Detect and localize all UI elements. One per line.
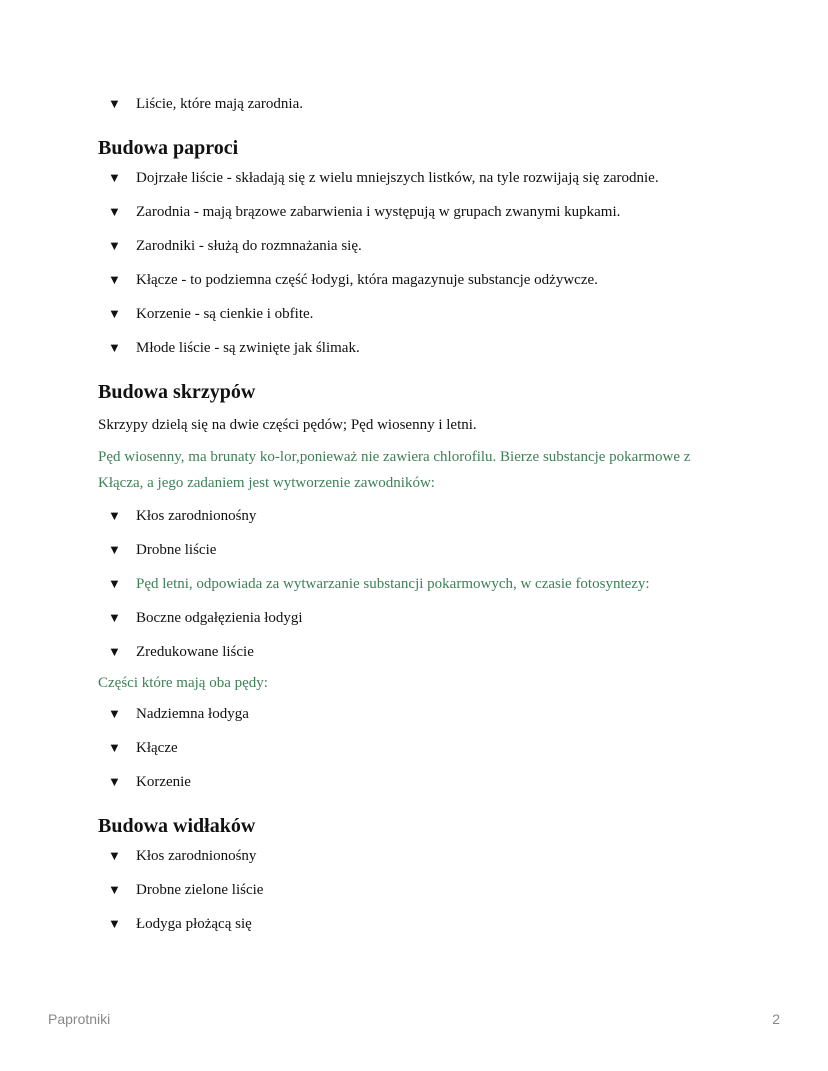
triangle-down-icon[interactable]: ▼ [108,706,121,721]
list-item[interactable] [108,94,738,114]
list-item[interactable] [108,168,738,188]
triangle-down-icon[interactable]: ▼ [108,306,121,321]
list-item-text: Zredukowane liście [136,644,254,660]
list-item[interactable] [108,772,738,792]
list-item[interactable] [108,338,738,358]
triangle-down-icon[interactable]: ▼ [108,238,121,253]
list-item-text: Kłącze [136,740,178,756]
list-item[interactable] [108,236,738,256]
list-item-text: Liście, które mają zarodnia. [136,96,304,112]
triangle-down-icon[interactable]: ▼ [108,272,121,287]
document-content [98,94,738,948]
list-item[interactable] [108,914,738,934]
triangle-down-icon[interactable]: ▼ [108,740,121,755]
paragraph-spring-shoot: Pęd wiosenny, ma brunaty ko-lor,ponieważ nie zawiera chlorofilu. Bierze substancje pokarmowe z Kłącza, a jego zadaniem jest wytworzenie zawodników: [98,449,691,491]
list-item-text: Korzenie [136,774,191,790]
footer-page-number: 2 [772,1011,780,1027]
list-item-text: Pęd letni, odpowiada za wytwarzanie substancji pokarmowych, w czasie fotosyntezy: [136,576,650,592]
list-item-text: Łodyga płożącą się [136,916,252,932]
list-item-text: Kłos zarodnionośny [136,508,257,524]
list-item[interactable] [108,738,738,758]
section-heading-skrzypy: Budowa skrzypów [98,381,256,403]
list-item-text: Drobne liście [136,542,217,558]
triangle-down-icon[interactable]: ▼ [108,848,121,863]
triangle-down-icon[interactable]: ▼ [108,340,121,355]
list-item[interactable] [108,202,738,222]
list-item-text: Korzenie - są cienkie i obfite. [136,306,314,322]
paragraph-common-parts: Części które mają oba pędy: [98,675,268,691]
triangle-down-icon[interactable]: ▼ [108,882,121,897]
list-item-text: Zarodniki - służą do rozmnażania się. [136,238,362,254]
triangle-down-icon[interactable]: ▼ [108,508,121,523]
list-item-text: Drobne zielone liście [136,882,264,898]
triangle-down-icon[interactable]: ▼ [108,96,121,111]
section-heading-widlaki: Budowa widłaków [98,815,256,837]
list-item[interactable] [108,540,738,560]
triangle-down-icon[interactable]: ▼ [108,204,121,219]
footer-document-title: Paprotniki [48,1011,111,1027]
triangle-down-icon[interactable]: ▼ [108,644,121,659]
list-item-text: Dojrzałe liście - składają się z wielu mniejszych listków, na tyle rozwijają się zarodnie. [136,170,659,186]
list-item-text: Młode liście - są zwinięte jak ślimak. [136,340,360,356]
list-item[interactable] [108,846,738,866]
list-item[interactable] [108,880,738,900]
list-item[interactable] [108,304,738,324]
triangle-down-icon[interactable]: ▼ [108,916,121,931]
list-item[interactable] [108,642,738,662]
list-item-text: Zarodnia - mają brązowe zabarwienia i występują w grupach zwanymi kupkami. [136,204,621,220]
section-heading-paproci: Budowa paproci [98,137,239,159]
list-item-text: Kłos zarodnionośny [136,848,257,864]
list-item[interactable] [108,506,738,526]
list-item-text: Boczne odgałęzienia łodygi [136,610,303,626]
list-item[interactable] [108,270,738,290]
list-item-text: Kłącze - to podziemna część łodygi, która magazynuje substancje odżywcze. [136,272,598,288]
triangle-down-icon[interactable]: ▼ [108,576,121,591]
triangle-down-icon[interactable]: ▼ [108,774,121,789]
list-item-summer-shoot[interactable] [108,574,738,594]
triangle-down-icon[interactable]: ▼ [108,542,121,557]
paragraph-skrzypy-intro: Skrzypy dzielą się na dwie części pędów; Pęd wiosenny i letni. [98,417,477,433]
triangle-down-icon[interactable]: ▼ [108,170,121,185]
list-item[interactable] [108,704,738,724]
triangle-down-icon[interactable]: ▼ [108,610,121,625]
list-item[interactable] [108,608,738,628]
list-item-text: Nadziemna łodyga [136,706,249,722]
